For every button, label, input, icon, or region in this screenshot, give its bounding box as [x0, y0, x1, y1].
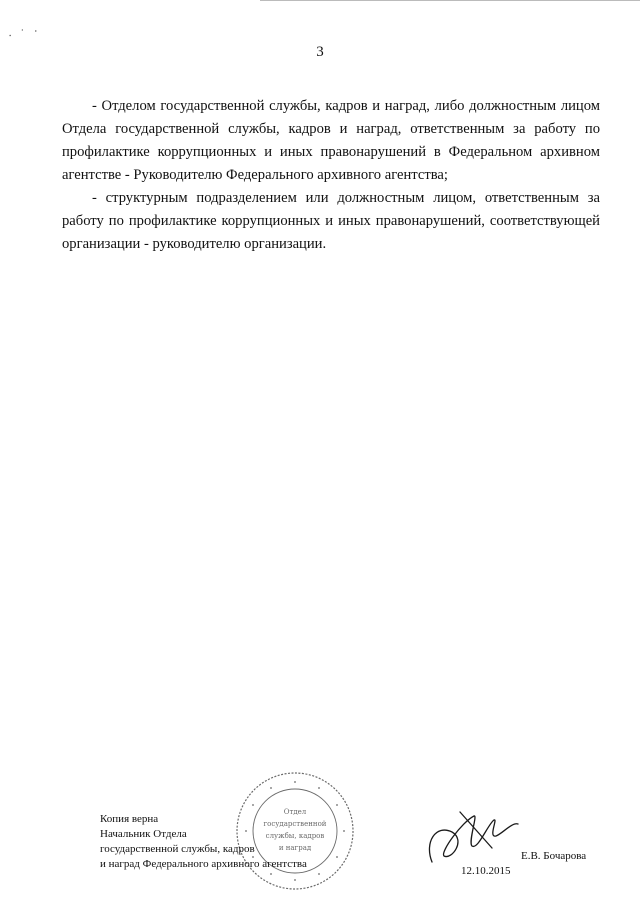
seal-line-4: и наград [278, 844, 312, 852]
certification-line-4: и наград Федерального архивного агентства [100, 858, 307, 870]
certification-line-1: Копия верна [100, 813, 159, 825]
seal-line-1: Отдел [283, 808, 307, 816]
handwritten-signature [422, 802, 522, 872]
certification-line-2: Начальник Отдела [100, 828, 187, 840]
paragraph-2-text: - структурным подразделением или должностным лицом, ответственным за работу по профилактике коррупционных и иных правонарушений, соответствующей организации - руководителю организации. [62, 190, 600, 252]
seal-line-2: государственной [263, 820, 327, 828]
certification-block [100, 812, 307, 872]
seal-line-3: службы, кадров [265, 832, 325, 840]
signer-name: Е.В. Бочарова [521, 850, 587, 862]
body-text [62, 72, 600, 256]
scan-artifact: · ˙ · [6, 23, 42, 43]
paragraph-1-text: - Отделом государственной службы, кадров и наград, либо должностным лицом Отдела государственной службы, кадров и наград, ответственным за работу по профилактике коррупционных и иных правонарушений в Федеральном архивном агентстве - Руководителю Федерального архивного агентства; [62, 98, 600, 183]
certification-line-3: государственной службы, кадров [100, 843, 255, 855]
signature-date: 12.10.2015 [461, 865, 511, 877]
paragraph-2 [62, 187, 600, 256]
paragraph-1 [62, 72, 600, 187]
scan-edge-line [260, 0, 640, 1]
signature-stroke [429, 812, 518, 862]
page-number: 3 [316, 44, 324, 60]
